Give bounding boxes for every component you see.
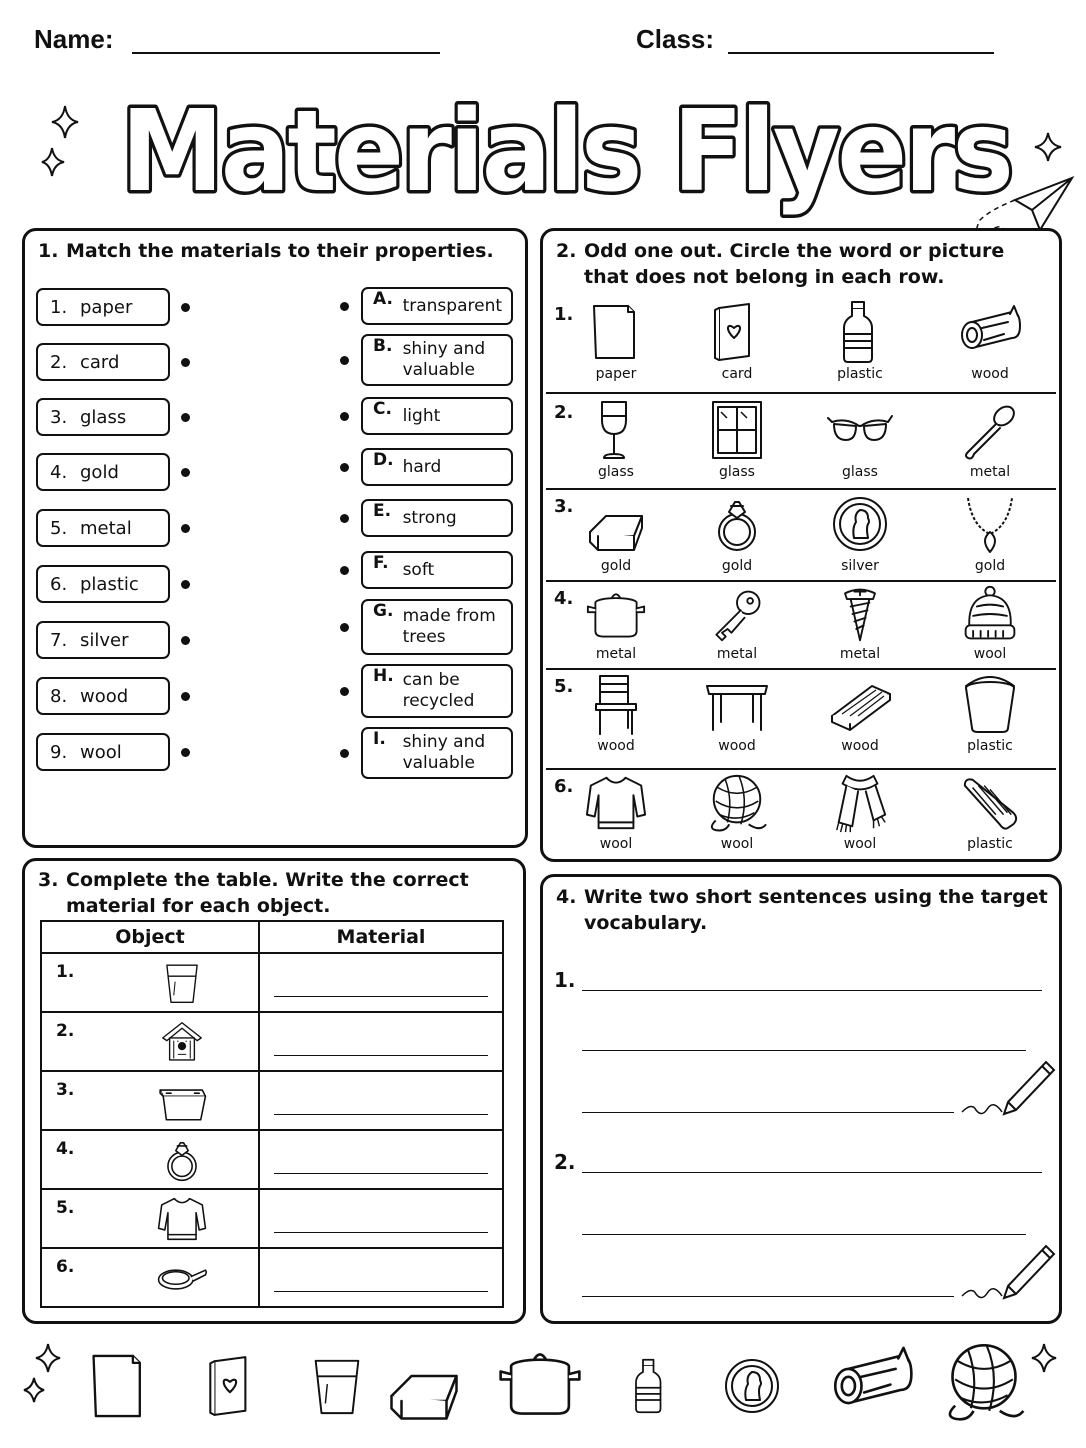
log-icon <box>824 1340 920 1424</box>
ring-icon <box>153 1135 211 1185</box>
odd-one-out-item[interactable]: metal <box>682 584 792 662</box>
odd-one-out-item[interactable]: wood <box>935 300 1045 382</box>
odd-one-out-item[interactable]: wood <box>561 672 671 754</box>
odd-one-out-item[interactable]: gold <box>561 492 671 574</box>
wine-glass-icon <box>581 398 651 462</box>
match-dot[interactable] <box>181 303 190 312</box>
match-dot[interactable] <box>181 636 190 645</box>
question-4-title: 4. Write two short sentences using the target vocabulary. <box>556 886 1048 934</box>
gold-bar-icon <box>581 492 651 556</box>
table-icon <box>702 672 772 736</box>
odd-one-out-item[interactable]: gold <box>682 492 792 574</box>
answer-line[interactable] <box>274 1291 488 1292</box>
object-cell: 4. <box>41 1130 259 1189</box>
odd-one-out-item[interactable]: wool <box>682 772 792 852</box>
sparkle-icon <box>22 1340 72 1410</box>
odd-one-out-item[interactable]: plastic <box>935 772 1045 852</box>
tumbler-icon <box>306 1340 368 1432</box>
odd-one-out-item[interactable]: wool <box>561 772 671 852</box>
odd-one-out-item[interactable]: gold <box>935 492 1045 574</box>
sweater-icon <box>582 772 650 834</box>
material-item-silver[interactable]: 7. silver <box>36 621 170 659</box>
chair-icon <box>581 672 651 736</box>
ring-icon <box>702 492 772 556</box>
odd-row-number: 1. <box>554 304 574 325</box>
card-icon <box>702 300 772 364</box>
sentence-number: 2. <box>554 1150 576 1174</box>
odd-row-number: 3. <box>554 496 574 517</box>
property-item[interactable]: D. hard <box>361 448 513 486</box>
table-row <box>41 1130 503 1189</box>
coin-icon <box>720 1340 784 1432</box>
screw-icon <box>827 584 893 644</box>
sparkle-icon <box>1024 1340 1064 1380</box>
odd-one-out-item[interactable]: metal <box>935 398 1045 480</box>
birdhouse-icon <box>160 1017 204 1067</box>
property-item[interactable]: C. light <box>361 397 513 435</box>
sentence-number: 1. <box>554 968 576 992</box>
object-cell: 6. <box>41 1248 259 1307</box>
scarf-icon <box>826 772 894 834</box>
material-answer-cell[interactable] <box>259 953 503 1012</box>
match-dot[interactable] <box>340 356 349 365</box>
odd-row-number: 6. <box>554 776 574 797</box>
table-row <box>41 1189 503 1248</box>
property-item[interactable]: F. soft <box>361 551 513 589</box>
material-item-wood[interactable]: 8. wood <box>36 677 170 715</box>
table-row <box>41 1248 503 1307</box>
necklace-icon <box>955 492 1025 556</box>
column-header-object: Object <box>41 921 259 953</box>
material-item-wool[interactable]: 9. wool <box>36 733 170 771</box>
match-dot[interactable] <box>340 687 349 696</box>
pencil-icon <box>958 1052 1058 1120</box>
window-icon <box>702 398 772 462</box>
paper-icon <box>581 300 651 364</box>
answer-line[interactable] <box>274 1173 488 1174</box>
material-answer-cell[interactable] <box>259 1189 503 1248</box>
pencil-icon <box>958 1236 1058 1304</box>
material-item-gold[interactable]: 4. gold <box>36 453 170 491</box>
answer-line[interactable] <box>274 1055 488 1056</box>
odd-one-out-item[interactable]: wood <box>682 672 792 754</box>
match-dot[interactable] <box>181 468 190 477</box>
odd-one-out-item[interactable]: glass <box>805 398 915 480</box>
page-title: Materials Flyers <box>121 87 1011 217</box>
sparkle-icon <box>40 100 90 190</box>
row-divider <box>546 768 1056 770</box>
odd-one-out-item[interactable]: metal <box>561 584 671 662</box>
match-dot[interactable] <box>340 566 349 575</box>
odd-one-out-item[interactable]: wood <box>805 672 915 754</box>
odd-one-out-item[interactable]: glass <box>682 398 792 480</box>
odd-one-out-item[interactable]: card <box>682 300 792 382</box>
match-dot[interactable] <box>181 524 190 533</box>
question-3-title: 3. Complete the table. Write the correct material for each object. <box>38 869 469 917</box>
answer-line[interactable] <box>274 996 488 997</box>
odd-one-out-item[interactable]: metal <box>805 584 915 662</box>
class-label: Class: <box>636 24 715 54</box>
match-dot[interactable] <box>340 623 349 632</box>
row-divider <box>546 488 1056 490</box>
sparkle-icon <box>1030 130 1066 166</box>
match-dot[interactable] <box>181 358 190 367</box>
odd-one-out-item[interactable]: wool <box>935 584 1045 662</box>
tumbler-icon <box>160 958 204 1008</box>
property-item[interactable]: A. transparent <box>361 287 513 325</box>
writing-line[interactable] <box>582 1172 1042 1173</box>
material-item-plastic[interactable]: 6. plastic <box>36 565 170 603</box>
material-item-glass[interactable]: 3. glass <box>36 398 170 436</box>
writing-line[interactable] <box>582 1112 954 1113</box>
odd-row-number: 5. <box>554 676 574 697</box>
match-dot[interactable] <box>340 463 349 472</box>
frying-pan-icon <box>117 1253 247 1303</box>
property-item[interactable]: E. strong <box>361 499 513 537</box>
property-item[interactable]: B. shiny and valuable <box>361 334 513 386</box>
sweater-icon <box>146 1194 218 1244</box>
writing-line[interactable] <box>582 990 1042 991</box>
object-cell: 2. <box>41 1012 259 1071</box>
odd-one-out-item[interactable]: wool <box>805 772 915 852</box>
plank-icon <box>825 672 895 736</box>
writing-line[interactable] <box>582 1234 1026 1235</box>
material-table <box>40 920 504 1308</box>
material-answer-cell[interactable] <box>259 1248 503 1307</box>
question-1-title: 1. Match the materials to their properties. <box>38 240 494 262</box>
container-icon <box>144 1076 220 1126</box>
title-banner <box>0 78 1086 218</box>
material-item-paper[interactable]: 1. paper <box>36 288 170 326</box>
yarn-icon <box>938 1340 1030 1424</box>
yarn-icon <box>703 772 771 834</box>
odd-row-number: 4. <box>554 588 574 609</box>
match-dot[interactable] <box>340 302 349 311</box>
hat-icon <box>957 584 1023 644</box>
material-answer-cell[interactable] <box>259 1071 503 1130</box>
log-icon <box>955 300 1025 364</box>
pot-icon <box>583 584 649 644</box>
object-cell: 3. <box>41 1071 259 1130</box>
odd-row-number: 2. <box>554 402 574 423</box>
glasses-icon <box>825 398 895 462</box>
name-label: Name: <box>34 24 114 54</box>
row-divider <box>546 392 1056 394</box>
row-divider <box>546 668 1056 670</box>
comb-icon <box>956 772 1024 834</box>
spoon-icon <box>955 398 1025 462</box>
class-field[interactable] <box>728 52 994 54</box>
property-item[interactable]: G. made from trees <box>361 599 513 655</box>
object-cell: 5. <box>41 1189 259 1248</box>
gold-bar-icon <box>384 1340 464 1432</box>
odd-one-out-item[interactable]: paper <box>561 300 671 382</box>
match-dot[interactable] <box>181 413 190 422</box>
table-row <box>41 1071 503 1130</box>
table-row <box>41 1012 503 1071</box>
material-item-card[interactable]: 2. card <box>36 343 170 381</box>
odd-one-out-item[interactable]: plastic <box>805 300 915 382</box>
property-item[interactable]: I. shiny and valuable <box>361 727 513 779</box>
key-icon <box>704 584 770 644</box>
answer-line[interactable] <box>274 1114 488 1115</box>
property-item[interactable]: H. can be recycled <box>361 664 513 718</box>
writing-line[interactable] <box>582 1296 954 1297</box>
writing-line[interactable] <box>582 1050 1026 1051</box>
paper-icon <box>82 1340 156 1432</box>
name-field[interactable] <box>132 52 440 54</box>
odd-one-out-item[interactable]: glass <box>561 398 671 480</box>
material-answer-cell[interactable] <box>259 1012 503 1071</box>
match-dot[interactable] <box>181 748 190 757</box>
material-answer-cell[interactable] <box>259 1130 503 1189</box>
table-row <box>41 953 503 1012</box>
match-dot[interactable] <box>340 514 349 523</box>
column-header-material: Material <box>259 921 503 953</box>
match-dot[interactable] <box>340 749 349 758</box>
bottle-icon <box>622 1340 678 1432</box>
row-divider <box>546 580 1056 582</box>
match-dot[interactable] <box>340 412 349 421</box>
answer-line[interactable] <box>274 1232 488 1233</box>
odd-one-out-item[interactable]: plastic <box>935 672 1045 754</box>
odd-one-out-item[interactable]: silver <box>805 492 915 574</box>
coin-icon <box>825 492 895 556</box>
bucket-icon <box>955 672 1025 736</box>
match-dot[interactable] <box>181 580 190 589</box>
card-icon <box>200 1340 266 1432</box>
question-2-title: 2. Odd one out. Circle the word or picture that does not belong in each row. <box>556 240 1005 288</box>
material-item-metal[interactable]: 5. metal <box>36 509 170 547</box>
pot-icon <box>492 1340 588 1424</box>
bottle-icon <box>825 300 895 364</box>
match-dot[interactable] <box>181 692 190 701</box>
object-cell: 1. <box>41 953 259 1012</box>
